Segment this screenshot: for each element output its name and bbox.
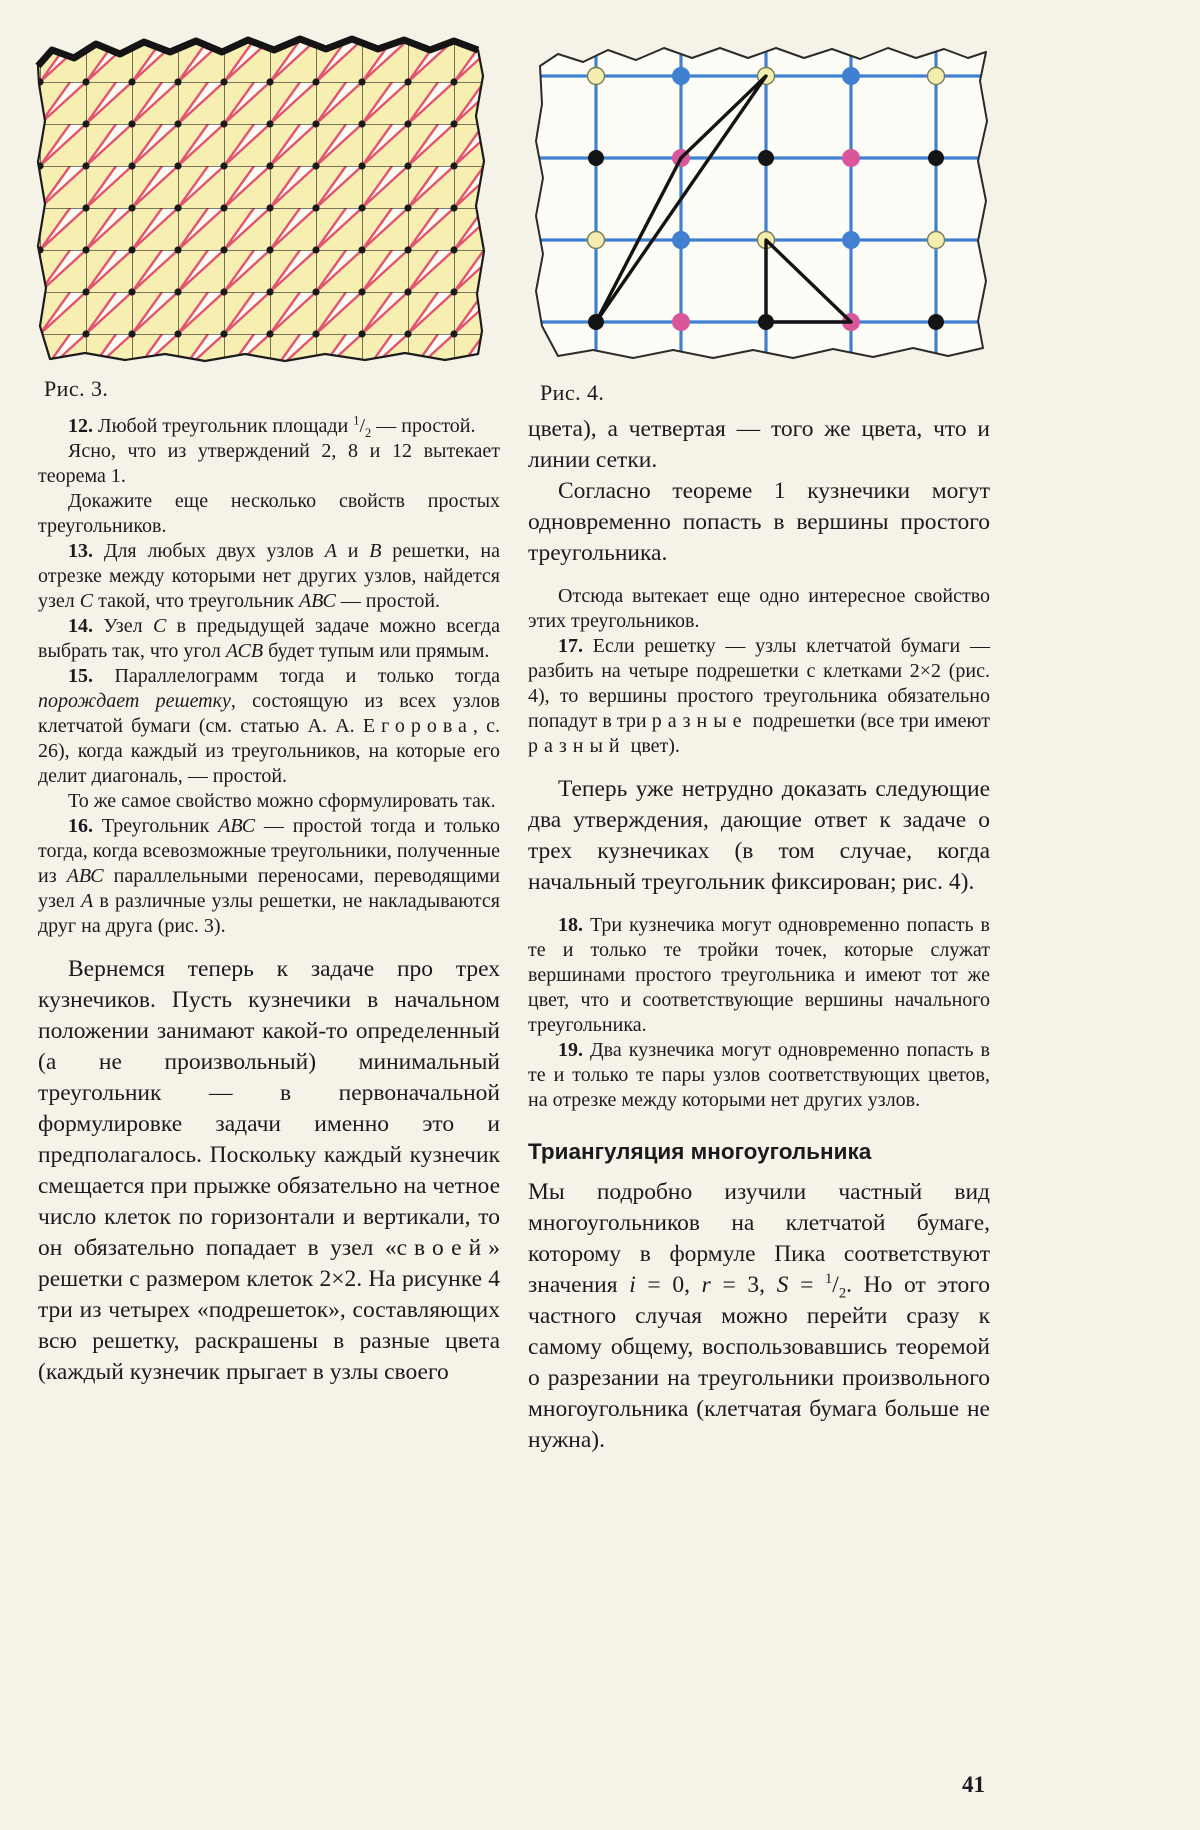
paragraph: 13. Для любых двух узлов А и В решетки, на отрезке между которыми нет других узлов, найдется узел С такой, что треугольник АВС — простой.: [38, 540, 501, 612]
paragraph: Мы подробно изучили частный вид многоугольников на клетчатой бумаге, которому в формуле Пика соответствуют значения i = 0, r = 3, $S = ^1/_2$. Но от этого частного случая можно перейти сразу к самому общему, воспользовавшись теоремой о разрезании на треугольники произвольного многоугольника (клетчатая бумага больше не нужна).: [528, 1179, 991, 1453]
page-number: 41: [962, 1772, 985, 1797]
triangle-tiling-figure: [30, 26, 492, 368]
paragraph: Теперь уже нетрудно доказать следующие два утверждения, дающие ответ к задаче о трех кузнечиках (в том случае, когда начальный треугольник фиксирован; рис. 4).: [528, 776, 990, 895]
paragraph: 19. Два кузнечика могут одновременно попасть в те и только те пары узлов соответствующих цветов, на отрезке между которыми нет других узлов.: [528, 1039, 990, 1111]
section-heading: Триангуляция многоугольника: [528, 1139, 872, 1164]
colored-sublattices-figure: [528, 36, 993, 366]
lattice-dot: [842, 67, 860, 85]
lattice-dot: [928, 232, 945, 249]
lattice-dot: [758, 150, 774, 166]
paragraph: Вернемся теперь к задаче про трех кузнечиков. Пусть кузнечики в начальном положении занимают какой-то определенный (а не произвольный) минимальный треугольник — в первоначальной формулировке задачи именно это и предполагалось. Поскольку каждый кузнечик смещается при прыжке обязательно на четное число клеток по горизонтали и вертикали, то он обязательно попадает в узел «своей» решетки с размером клеток 2×2. На рисунке 4 три из четырех «подрешеток», составляющих всю решетку, раскрашены в разные цвета (каждый кузнечик прыгает в узлы своего: [38, 956, 500, 1385]
paragraph: То же самое свойство можно сформулировать так.: [68, 790, 496, 812]
paragraph: Отсюда вытекает еще одно интересное свойство этих треугольников.: [528, 585, 990, 632]
figure-4: [528, 36, 993, 371]
lattice-dot: [588, 232, 605, 249]
lattice-dot: [672, 231, 690, 249]
right-column: [528, 414, 990, 1456]
lattice-dot: [672, 313, 690, 331]
figure-4-caption: Рис. 4.: [540, 380, 605, 405]
paragraph: 14. Узел С в предыдущей задаче можно всегда выбрать так, что угол АСВ будет тупым или прямым.: [38, 615, 500, 662]
paragraph: Ясно, что из утверждений 2, 8 и 12 вытекает теорема 1.: [38, 440, 500, 487]
lattice-dot: [842, 149, 860, 167]
figure-3: [30, 26, 492, 373]
paragraph: 12. Любой треугольник площади $^1/_2$ — простой.: [68, 413, 476, 440]
paragraph: цвета), а четвертая — того же цвета, что и линии сетки.: [528, 416, 990, 473]
paragraph: 17. Если решетку — узлы клетчатой бумаги — разбить на четыре подрешетки с клетками 2×2 (рис. 4), то вершины простого треугольника обязательно попадут в три разные подрешетки (все три имеют разный цвет).: [528, 635, 990, 757]
lattice-dot: [842, 231, 860, 249]
paragraph: 18. Три кузнечика могут одновременно попасть в те и только те тройки точек, которые служат вершинами простого треугольника и имеют тот же цвет, что и соответствующие вершины начального треугольника.: [528, 914, 990, 1036]
lattice-dot: [672, 67, 690, 85]
torn-paper-edge: [38, 39, 484, 361]
lattice-dot: [928, 150, 944, 166]
lattice-dot: [928, 68, 945, 85]
paragraph: Согласно теореме 1 кузнечики могут одновременно попасть в вершины простого треугольника.: [528, 478, 990, 566]
paragraph: 16. Треугольник АВС — простой тогда и только тогда, когда всевозможные треугольники, полученные из АВС параллельными переносами, переводящими узел А в различные узлы решетки, не накладываются друг на друга (рис. 3).: [38, 815, 501, 937]
lattice-dot: [588, 150, 604, 166]
paragraph: Докажите еще несколько свойств простых треугольников.: [38, 490, 500, 537]
lattice-dot: [928, 314, 944, 330]
lattice-dot: [588, 68, 605, 85]
paragraph: 15. Параллелограмм тогда и только тогда порождает решетку, состоящую из всех узлов клетчатой бумаги (см. статью А. А. Егорова, с. 26), когда каждый из треугольников, на которые его делит диагональ, — простой.: [38, 665, 500, 787]
figure-3-caption: Рис. 3.: [44, 376, 109, 401]
left-column: [38, 414, 500, 1388]
